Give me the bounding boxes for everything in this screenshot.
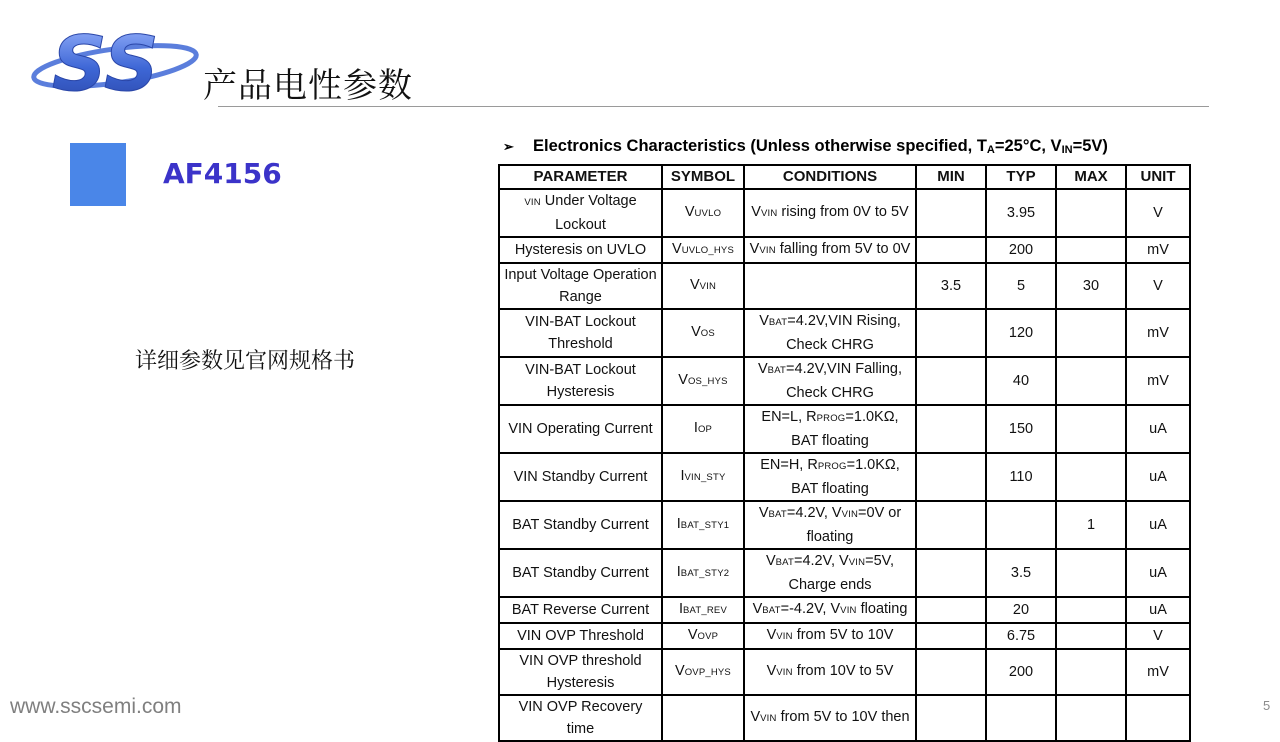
conditions-cell: VBAT=4.2V, VVIN=5V, Charge ends: [744, 549, 916, 597]
conditions-cell: VVIN from 5V to 10V then: [744, 695, 916, 741]
min-cell: [916, 357, 986, 405]
max-cell: [1056, 623, 1126, 649]
max-cell: [1056, 549, 1126, 597]
typ-cell: 200: [986, 237, 1056, 263]
typ-cell: [986, 501, 1056, 549]
conditions-cell: VBAT=4.2V,VIN Rising, Check CHRG: [744, 309, 916, 357]
conditions-cell: EN=H, RPROG=1.0KΩ, BAT floating: [744, 453, 916, 501]
conditions-cell: VBAT=4.2V, VVIN=0V or floating: [744, 501, 916, 549]
unit-cell: mV: [1126, 649, 1190, 695]
typ-cell: 3.95: [986, 189, 1056, 237]
heading-t-sub: A: [986, 144, 995, 156]
detail-note: 详细参数见官网规格书: [135, 349, 356, 374]
symbol-cell: VUVLO_HYS: [662, 237, 744, 263]
column-header: CONDITIONS: [744, 165, 916, 189]
unit-cell: uA: [1126, 405, 1190, 453]
symbol-cell: VOVP: [662, 623, 744, 649]
table-row: [499, 405, 1190, 453]
ss-logo: [30, 14, 210, 108]
symbol-cell: [662, 695, 744, 741]
conditions-cell: VBAT=4.2V,VIN Falling, Check CHRG: [744, 357, 916, 405]
conditions-cell: VVIN rising from 0V to 5V: [744, 189, 916, 237]
typ-cell: 6.75: [986, 623, 1056, 649]
accent-square: [70, 143, 126, 206]
max-cell: [1056, 189, 1126, 237]
table-row: [499, 695, 1190, 741]
parameter-cell: VIN OVP Threshold: [499, 623, 662, 649]
conditions-cell: VBAT=-4.2V, VVIN floating: [744, 597, 916, 623]
parameter-cell: VIN Under Voltage Lockout: [499, 189, 662, 237]
table-row: [499, 237, 1190, 263]
footer-url: www.sscsemi.com: [10, 695, 182, 718]
min-cell: [916, 549, 986, 597]
product-name: AF4156: [163, 157, 282, 190]
min-cell: [916, 237, 986, 263]
parameter-cell: BAT Reverse Current: [499, 597, 662, 623]
min-cell: [916, 695, 986, 741]
parameter-cell: Input Voltage Operation Range: [499, 263, 662, 309]
arrow-bullet-icon: ➢: [503, 139, 514, 154]
table-row: [499, 549, 1190, 597]
typ-cell: 120: [986, 309, 1056, 357]
min-cell: [916, 309, 986, 357]
min-cell: [916, 623, 986, 649]
spec-table: [498, 164, 1191, 742]
unit-cell: [1126, 695, 1190, 741]
typ-cell: 5: [986, 263, 1056, 309]
unit-cell: mV: [1126, 357, 1190, 405]
column-header: UNIT: [1126, 165, 1190, 189]
header-divider: [218, 106, 1209, 107]
max-cell: [1056, 649, 1126, 695]
unit-cell: mV: [1126, 309, 1190, 357]
table-row: [499, 597, 1190, 623]
min-cell: 3.5: [916, 263, 986, 309]
min-cell: [916, 405, 986, 453]
table-row: [499, 189, 1190, 237]
parameter-cell: VIN-BAT Lockout Hysteresis: [499, 357, 662, 405]
parameter-cell: BAT Standby Current: [499, 549, 662, 597]
typ-cell: 3.5: [986, 549, 1056, 597]
unit-cell: uA: [1126, 501, 1190, 549]
parameter-cell: VIN OVP threshold Hysteresis: [499, 649, 662, 695]
unit-cell: V: [1126, 263, 1190, 309]
conditions-cell: VVIN from 5V to 10V: [744, 623, 916, 649]
table-row: [499, 453, 1190, 501]
typ-cell: 200: [986, 649, 1056, 695]
spec-table-viewport: [498, 164, 1192, 737]
symbol-cell: VOS: [662, 309, 744, 357]
parameter-cell: VIN OVP Recovery time: [499, 695, 662, 741]
column-header: TYP: [986, 165, 1056, 189]
parameter-cell: Hysteresis on UVLO: [499, 237, 662, 263]
heading-v-sub: IN: [1061, 144, 1073, 156]
heading-suffix: =5V): [1072, 137, 1108, 155]
table-row: [499, 649, 1190, 695]
min-cell: [916, 453, 986, 501]
symbol-cell: IBAT_REV: [662, 597, 744, 623]
max-cell: [1056, 695, 1126, 741]
table-row: [499, 263, 1190, 309]
symbol-cell: IVIN_STY: [662, 453, 744, 501]
table-row: [499, 501, 1190, 549]
symbol-cell: VOVP_HYS: [662, 649, 744, 695]
parameter-cell: BAT Standby Current: [499, 501, 662, 549]
max-cell: [1056, 357, 1126, 405]
column-header: MIN: [916, 165, 986, 189]
max-cell: [1056, 453, 1126, 501]
min-cell: [916, 501, 986, 549]
column-header: PARAMETER: [499, 165, 662, 189]
conditions-cell: EN=L, RPROG=1.0KΩ, BAT floating: [744, 405, 916, 453]
min-cell: [916, 649, 986, 695]
max-cell: 1: [1056, 501, 1126, 549]
typ-cell: 110: [986, 453, 1056, 501]
table-row: [499, 623, 1190, 649]
logo-text: SS: [52, 19, 159, 108]
conditions-cell: [744, 263, 916, 309]
max-cell: [1056, 597, 1126, 623]
symbol-cell: IOP: [662, 405, 744, 453]
min-cell: [916, 597, 986, 623]
table-row: [499, 357, 1190, 405]
table-header-row: [499, 165, 1190, 189]
heading-middle: =25°C, V: [994, 137, 1062, 155]
typ-cell: 20: [986, 597, 1056, 623]
page-number: 5: [1263, 698, 1271, 713]
column-header: SYMBOL: [662, 165, 744, 189]
page-title: 产品电性参数: [203, 66, 413, 106]
max-cell: [1056, 237, 1126, 263]
unit-cell: mV: [1126, 237, 1190, 263]
max-cell: [1056, 405, 1126, 453]
unit-cell: V: [1126, 623, 1190, 649]
typ-cell: 40: [986, 357, 1056, 405]
parameter-cell: VIN-BAT Lockout Threshold: [499, 309, 662, 357]
symbol-cell: IBAT_STY2: [662, 549, 744, 597]
heading-prefix: Electronics Characteristics (Unless otherwise specified, T: [533, 137, 987, 155]
symbol-cell: VUVLO: [662, 189, 744, 237]
parameter-cell: VIN Standby Current: [499, 453, 662, 501]
symbol-cell: VOS_HYS: [662, 357, 744, 405]
max-cell: [1056, 309, 1126, 357]
symbol-cell: VVIN: [662, 263, 744, 309]
typ-cell: [986, 695, 1056, 741]
conditions-cell: VVIN from 10V to 5V: [744, 649, 916, 695]
table-row: [499, 309, 1190, 357]
parameter-cell: VIN Operating Current: [499, 405, 662, 453]
typ-cell: 150: [986, 405, 1056, 453]
unit-cell: uA: [1126, 453, 1190, 501]
unit-cell: uA: [1126, 597, 1190, 623]
unit-cell: V: [1126, 189, 1190, 237]
unit-cell: uA: [1126, 549, 1190, 597]
min-cell: [916, 189, 986, 237]
table-heading: [503, 137, 1108, 156]
symbol-cell: IBAT_STY1: [662, 501, 744, 549]
column-header: MAX: [1056, 165, 1126, 189]
max-cell: 30: [1056, 263, 1126, 309]
conditions-cell: VVIN falling from 5V to 0V: [744, 237, 916, 263]
